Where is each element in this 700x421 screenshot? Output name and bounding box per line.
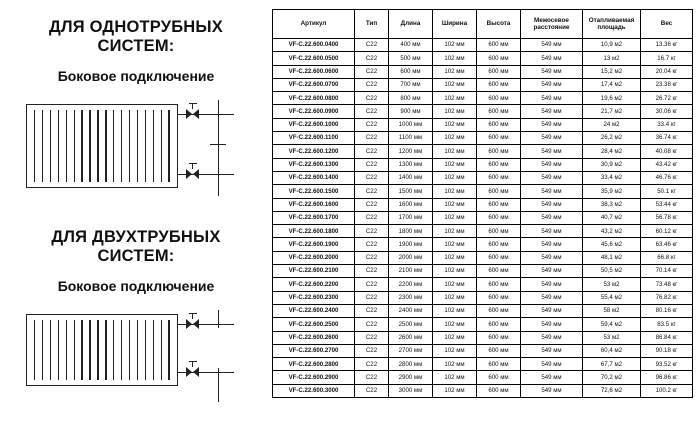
table-row bbox=[273, 105, 693, 118]
cell-article: VF-C.22.600.0400 bbox=[273, 39, 355, 52]
cell-height: 600 мм bbox=[477, 118, 521, 131]
cell-heated-area: 67,7 м2 bbox=[583, 358, 641, 371]
cell-length: 500 мм bbox=[389, 52, 433, 65]
cell-length: 2300 мм bbox=[389, 291, 433, 304]
cell-heated-area: 60,4 м2 bbox=[583, 344, 641, 357]
cell-width: 102 мм bbox=[433, 225, 477, 238]
cell-article: VF-C.22.600.1500 bbox=[273, 185, 355, 198]
table-row bbox=[273, 225, 693, 238]
cell-weight: 33.4 кг bbox=[641, 118, 693, 131]
cell-length: 2500 мм bbox=[389, 318, 433, 331]
cell-height: 600 мм bbox=[477, 158, 521, 171]
cell-width: 102 мм bbox=[433, 265, 477, 278]
cell-type: C22 bbox=[355, 318, 389, 331]
column-header-width: Ширина bbox=[433, 10, 477, 39]
cell-height: 600 мм bbox=[477, 185, 521, 198]
cell-article: VF-C.22.600.1200 bbox=[273, 145, 355, 158]
cell-type: C22 bbox=[355, 52, 389, 65]
cell-axis-distance: 549 мм bbox=[521, 145, 583, 158]
cell-axis-distance: 549 мм bbox=[521, 265, 583, 278]
table-row bbox=[273, 384, 693, 397]
table-row bbox=[273, 52, 693, 65]
cell-heated-area: 40,7 м2 bbox=[583, 211, 641, 224]
cell-length: 1400 мм bbox=[389, 171, 433, 184]
cell-height: 600 мм bbox=[477, 371, 521, 384]
cell-heated-area: 43,2 м2 bbox=[583, 225, 641, 238]
cell-article: VF-C.22.600.3000 bbox=[273, 384, 355, 397]
cell-weight: 83.5 кг bbox=[641, 318, 693, 331]
cell-type: C22 bbox=[355, 171, 389, 184]
cell-type: C22 bbox=[355, 331, 389, 344]
column-header-length: Длина bbox=[389, 10, 433, 39]
cell-heated-area: 30,9 м2 bbox=[583, 158, 641, 171]
cell-width: 102 мм bbox=[433, 304, 477, 317]
cell-type: C22 bbox=[355, 238, 389, 251]
cell-axis-distance: 549 мм bbox=[521, 291, 583, 304]
cell-length: 2700 мм bbox=[389, 344, 433, 357]
cell-weight: 86.84 кг bbox=[641, 331, 693, 344]
cell-length: 2200 мм bbox=[389, 278, 433, 291]
cell-axis-distance: 549 мм bbox=[521, 225, 583, 238]
cell-height: 600 мм bbox=[477, 52, 521, 65]
cell-weight: 76.82 кг bbox=[641, 291, 693, 304]
cell-type: C22 bbox=[355, 304, 389, 317]
table-body bbox=[273, 39, 693, 398]
column-header-axis-distance: Межосевое расстояние bbox=[521, 10, 583, 39]
cell-axis-distance: 549 мм bbox=[521, 344, 583, 357]
table-row bbox=[273, 304, 693, 317]
table-row bbox=[273, 278, 693, 291]
cell-length: 1200 мм bbox=[389, 145, 433, 158]
cell-width: 102 мм bbox=[433, 331, 477, 344]
cell-width: 102 мм bbox=[433, 92, 477, 105]
cell-article: VF-C.22.600.1600 bbox=[273, 198, 355, 211]
cell-axis-distance: 549 мм bbox=[521, 65, 583, 78]
cell-weight: 43.42 кг bbox=[641, 158, 693, 171]
table-row bbox=[273, 371, 693, 384]
cell-height: 600 мм bbox=[477, 92, 521, 105]
cell-length: 600 мм bbox=[389, 65, 433, 78]
cell-axis-distance: 549 мм bbox=[521, 171, 583, 184]
cell-heated-area: 10,9 м2 bbox=[583, 39, 641, 52]
cell-axis-distance: 549 мм bbox=[521, 331, 583, 344]
table-header bbox=[273, 10, 693, 39]
cell-height: 600 мм bbox=[477, 225, 521, 238]
cell-length: 1600 мм bbox=[389, 198, 433, 211]
cell-height: 600 мм bbox=[477, 132, 521, 145]
cell-type: C22 bbox=[355, 39, 389, 52]
table-row bbox=[273, 211, 693, 224]
cell-type: C22 bbox=[355, 132, 389, 145]
left-illustration-panel bbox=[0, 0, 268, 421]
cell-weight: 80.16 кг bbox=[641, 304, 693, 317]
cell-width: 102 мм bbox=[433, 65, 477, 78]
cell-heated-area: 55,4 м2 bbox=[583, 291, 641, 304]
cell-weight: 20.04 кг bbox=[641, 65, 693, 78]
cell-axis-distance: 549 мм bbox=[521, 198, 583, 211]
table-row bbox=[273, 145, 693, 158]
cell-heated-area: 72,6 м2 bbox=[583, 384, 641, 397]
single-pipe-heading-block bbox=[12, 18, 260, 85]
cell-type: C22 bbox=[355, 92, 389, 105]
cell-weight: 36.74 кг bbox=[641, 132, 693, 145]
cell-width: 102 мм bbox=[433, 105, 477, 118]
cell-heated-area: 59,4 м2 bbox=[583, 318, 641, 331]
cell-width: 102 мм bbox=[433, 238, 477, 251]
cell-axis-distance: 549 мм bbox=[521, 304, 583, 317]
cell-height: 600 мм bbox=[477, 278, 521, 291]
column-header-weight: Вес bbox=[641, 10, 693, 39]
cell-axis-distance: 549 мм bbox=[521, 251, 583, 264]
cell-article: VF-C.22.600.0700 bbox=[273, 78, 355, 91]
table-row bbox=[273, 318, 693, 331]
cell-article: VF-C.22.600.0900 bbox=[273, 105, 355, 118]
cell-heated-area: 53 м2 bbox=[583, 331, 641, 344]
cell-width: 102 мм bbox=[433, 158, 477, 171]
single-pipe-title: ДЛЯ ОДНОТРУБНЫХ СИСТЕМ: bbox=[49, 18, 223, 55]
cell-length: 1100 мм bbox=[389, 132, 433, 145]
supply-riser-icon bbox=[218, 310, 219, 328]
cell-height: 600 мм bbox=[477, 344, 521, 357]
cell-axis-distance: 549 мм bbox=[521, 278, 583, 291]
table-row bbox=[273, 185, 693, 198]
cell-weight: 56.78 кг bbox=[641, 211, 693, 224]
cell-axis-distance: 549 мм bbox=[521, 238, 583, 251]
radiator-fins-icon bbox=[27, 315, 177, 385]
cell-article: VF-C.22.600.2300 bbox=[273, 291, 355, 304]
cell-height: 600 мм bbox=[477, 384, 521, 397]
cell-width: 102 мм bbox=[433, 251, 477, 264]
cell-length: 1000 мм bbox=[389, 118, 433, 131]
cell-type: C22 bbox=[355, 211, 389, 224]
cell-weight: 63.46 кг bbox=[641, 238, 693, 251]
cell-width: 102 мм bbox=[433, 52, 477, 65]
cell-width: 102 мм bbox=[433, 344, 477, 357]
cell-type: C22 bbox=[355, 384, 389, 397]
cell-axis-distance: 549 мм bbox=[521, 384, 583, 397]
cell-type: C22 bbox=[355, 358, 389, 371]
cell-heated-area: 48,1 м2 bbox=[583, 251, 641, 264]
cell-weight: 96.86 кг bbox=[641, 371, 693, 384]
cell-article: VF-C.22.600.2000 bbox=[273, 251, 355, 264]
cell-type: C22 bbox=[355, 105, 389, 118]
cell-axis-distance: 549 мм bbox=[521, 39, 583, 52]
cell-type: C22 bbox=[355, 251, 389, 264]
cell-length: 2000 мм bbox=[389, 251, 433, 264]
cell-length: 3000 мм bbox=[389, 384, 433, 397]
single-pipe-subtitle: Боковое подключение bbox=[57, 68, 215, 84]
cell-type: C22 bbox=[355, 118, 389, 131]
cell-weight: 16.7 кг bbox=[641, 52, 693, 65]
specification-table bbox=[272, 9, 693, 398]
cell-height: 600 мм bbox=[477, 171, 521, 184]
cell-article: VF-C.22.600.2500 bbox=[273, 318, 355, 331]
cell-weight: 53.44 кг bbox=[641, 198, 693, 211]
cell-height: 600 мм bbox=[477, 265, 521, 278]
column-header-article: Артикул bbox=[273, 10, 355, 39]
top-valve-icon bbox=[186, 109, 199, 120]
cell-length: 2600 мм bbox=[389, 331, 433, 344]
cell-axis-distance: 549 мм bbox=[521, 185, 583, 198]
cell-axis-distance: 549 мм bbox=[521, 211, 583, 224]
cell-height: 600 мм bbox=[477, 39, 521, 52]
cell-length: 2800 мм bbox=[389, 358, 433, 371]
cell-article: VF-C.22.600.2100 bbox=[273, 265, 355, 278]
cell-type: C22 bbox=[355, 65, 389, 78]
cell-type: C22 bbox=[355, 158, 389, 171]
cell-type: C22 bbox=[355, 198, 389, 211]
specification-table-wrapper bbox=[272, 9, 692, 398]
return-riser-icon bbox=[218, 368, 219, 402]
cell-article: VF-C.22.600.1800 bbox=[273, 225, 355, 238]
cell-height: 600 мм bbox=[477, 251, 521, 264]
cell-height: 600 мм bbox=[477, 198, 521, 211]
cell-height: 600 мм bbox=[477, 78, 521, 91]
cell-heated-area: 35,9 м2 bbox=[583, 185, 641, 198]
cell-heated-area: 28,4 м2 bbox=[583, 145, 641, 158]
cell-length: 1300 мм bbox=[389, 158, 433, 171]
cell-article: VF-C.22.600.1000 bbox=[273, 118, 355, 131]
table-row bbox=[273, 358, 693, 371]
cell-width: 102 мм bbox=[433, 318, 477, 331]
cell-type: C22 bbox=[355, 344, 389, 357]
radiator-body-icon bbox=[26, 314, 178, 386]
table-row bbox=[273, 158, 693, 171]
cell-weight: 90.18 кг bbox=[641, 344, 693, 357]
cell-axis-distance: 549 мм bbox=[521, 318, 583, 331]
cell-height: 600 мм bbox=[477, 318, 521, 331]
cell-axis-distance: 549 мм bbox=[521, 118, 583, 131]
bottom-valve-icon bbox=[186, 367, 199, 378]
cell-weight: 46.76 кг bbox=[641, 171, 693, 184]
cell-type: C22 bbox=[355, 145, 389, 158]
cell-height: 600 мм bbox=[477, 145, 521, 158]
cell-heated-area: 50,5 м2 bbox=[583, 265, 641, 278]
cell-weight: 100.2 кг bbox=[641, 384, 693, 397]
bottom-valve-icon bbox=[186, 169, 199, 180]
table-row bbox=[273, 251, 693, 264]
cell-length: 2900 мм bbox=[389, 371, 433, 384]
cell-height: 600 мм bbox=[477, 291, 521, 304]
cell-article: VF-C.22.600.1100 bbox=[273, 132, 355, 145]
cell-heated-area: 70,2 м2 bbox=[583, 371, 641, 384]
cell-weight: 13.36 кг bbox=[641, 39, 693, 52]
cell-article: VF-C.22.600.1400 bbox=[273, 171, 355, 184]
cell-weight: 73.48 кг bbox=[641, 278, 693, 291]
cell-type: C22 bbox=[355, 371, 389, 384]
cell-heated-area: 58 м2 bbox=[583, 304, 641, 317]
radiator-single-pipe-diagram bbox=[14, 100, 258, 200]
cell-width: 102 мм bbox=[433, 78, 477, 91]
two-pipe-heading-block bbox=[12, 228, 260, 295]
table-row bbox=[273, 78, 693, 91]
cell-axis-distance: 549 мм bbox=[521, 52, 583, 65]
cell-height: 600 мм bbox=[477, 358, 521, 371]
cell-weight: 60.12 кг bbox=[641, 225, 693, 238]
cell-weight: 26.72 кг bbox=[641, 92, 693, 105]
cell-width: 102 мм bbox=[433, 132, 477, 145]
cell-article: VF-C.22.600.2700 bbox=[273, 344, 355, 357]
cell-article: VF-C.22.600.2900 bbox=[273, 371, 355, 384]
cell-axis-distance: 549 мм bbox=[521, 158, 583, 171]
cell-length: 800 мм bbox=[389, 92, 433, 105]
cell-length: 700 мм bbox=[389, 78, 433, 91]
cell-heated-area: 26,2 м2 bbox=[583, 132, 641, 145]
cell-article: VF-C.22.600.2800 bbox=[273, 358, 355, 371]
cell-length: 2100 мм bbox=[389, 265, 433, 278]
table-row bbox=[273, 265, 693, 278]
riser-pipe-icon bbox=[218, 100, 219, 196]
cell-axis-distance: 549 мм bbox=[521, 105, 583, 118]
two-pipe-title: ДЛЯ ДВУХТРУБНЫХ СИСТЕМ: bbox=[51, 228, 221, 265]
top-valve-icon bbox=[186, 319, 199, 330]
table-row bbox=[273, 39, 693, 52]
cell-heated-area: 17,4 м2 bbox=[583, 78, 641, 91]
table-row bbox=[273, 65, 693, 78]
cell-width: 102 мм bbox=[433, 118, 477, 131]
cell-length: 2400 мм bbox=[389, 304, 433, 317]
table-row bbox=[273, 291, 693, 304]
cell-height: 600 мм bbox=[477, 105, 521, 118]
cell-heated-area: 38,3 м2 bbox=[583, 198, 641, 211]
table-row bbox=[273, 331, 693, 344]
radiator-body-icon bbox=[26, 104, 178, 188]
table-row bbox=[273, 198, 693, 211]
cell-width: 102 мм bbox=[433, 371, 477, 384]
cell-length: 1700 мм bbox=[389, 211, 433, 224]
cell-type: C22 bbox=[355, 265, 389, 278]
cell-heated-area: 13 м2 bbox=[583, 52, 641, 65]
cell-height: 600 мм bbox=[477, 331, 521, 344]
cell-axis-distance: 549 мм bbox=[521, 78, 583, 91]
cell-width: 102 мм bbox=[433, 291, 477, 304]
table-row bbox=[273, 238, 693, 251]
cell-height: 600 мм bbox=[477, 304, 521, 317]
table-row bbox=[273, 118, 693, 131]
cell-type: C22 bbox=[355, 278, 389, 291]
cell-length: 1500 мм bbox=[389, 185, 433, 198]
two-pipe-subtitle: Боковое подключение bbox=[57, 278, 215, 294]
cell-heated-area: 45,6 м2 bbox=[583, 238, 641, 251]
cell-article: VF-C.22.600.1700 bbox=[273, 211, 355, 224]
cell-axis-distance: 549 мм bbox=[521, 132, 583, 145]
cell-width: 102 мм bbox=[433, 211, 477, 224]
radiator-fins-icon bbox=[27, 105, 177, 187]
cell-article: VF-C.22.600.2200 bbox=[273, 278, 355, 291]
radiator-two-pipe-diagram bbox=[14, 310, 258, 405]
cell-width: 102 мм bbox=[433, 185, 477, 198]
cell-height: 600 мм bbox=[477, 211, 521, 224]
cell-weight: 40.08 кг bbox=[641, 145, 693, 158]
cell-length: 1800 мм bbox=[389, 225, 433, 238]
cell-weight: 93.52 кг bbox=[641, 358, 693, 371]
cell-heated-area: 33,4 м2 bbox=[583, 171, 641, 184]
cell-height: 600 мм bbox=[477, 65, 521, 78]
cell-heated-area: 15,2 м2 bbox=[583, 65, 641, 78]
cell-heated-area: 21,7 м2 bbox=[583, 105, 641, 118]
cell-axis-distance: 549 мм bbox=[521, 358, 583, 371]
cell-type: C22 bbox=[355, 225, 389, 238]
cell-type: C22 bbox=[355, 185, 389, 198]
table-row bbox=[273, 132, 693, 145]
cell-article: VF-C.22.600.0600 bbox=[273, 65, 355, 78]
cell-width: 102 мм bbox=[433, 39, 477, 52]
cell-article: VF-C.22.600.1900 bbox=[273, 238, 355, 251]
cell-width: 102 мм bbox=[433, 171, 477, 184]
cell-length: 400 мм bbox=[389, 39, 433, 52]
cell-axis-distance: 549 мм bbox=[521, 371, 583, 384]
cell-article: VF-C.22.600.1300 bbox=[273, 158, 355, 171]
cell-weight: 23.38 кг bbox=[641, 78, 693, 91]
table-row bbox=[273, 92, 693, 105]
cell-height: 600 мм bbox=[477, 238, 521, 251]
cell-width: 102 мм bbox=[433, 278, 477, 291]
table-header-row bbox=[273, 10, 693, 39]
bypass-pipe-icon bbox=[210, 144, 226, 145]
table-row bbox=[273, 344, 693, 357]
cell-width: 102 мм bbox=[433, 198, 477, 211]
cell-length: 1900 мм bbox=[389, 238, 433, 251]
cell-axis-distance: 549 мм bbox=[521, 92, 583, 105]
cell-type: C22 bbox=[355, 78, 389, 91]
cell-heated-area: 53 м2 bbox=[583, 278, 641, 291]
cell-weight: 30.06 кг bbox=[641, 105, 693, 118]
cell-article: VF-C.22.600.2600 bbox=[273, 331, 355, 344]
table-row bbox=[273, 171, 693, 184]
cell-article: VF-C.22.600.0500 bbox=[273, 52, 355, 65]
column-header-height: Высота bbox=[477, 10, 521, 39]
cell-heated-area: 24 м2 bbox=[583, 118, 641, 131]
cell-width: 102 мм bbox=[433, 145, 477, 158]
cell-heated-area: 19,6 м2 bbox=[583, 92, 641, 105]
cell-weight: 50.1 кг bbox=[641, 185, 693, 198]
cell-weight: 66.8 кг bbox=[641, 251, 693, 264]
cell-length: 900 мм bbox=[389, 105, 433, 118]
cell-weight: 70.14 кг bbox=[641, 265, 693, 278]
cell-type: C22 bbox=[355, 291, 389, 304]
cell-width: 102 мм bbox=[433, 384, 477, 397]
column-header-heated-area: Отапливаемая площадь bbox=[583, 10, 641, 39]
cell-width: 102 мм bbox=[433, 358, 477, 371]
cell-article: VF-C.22.600.0800 bbox=[273, 92, 355, 105]
column-header-type: Тип bbox=[355, 10, 389, 39]
cell-article: VF-C.22.600.2400 bbox=[273, 304, 355, 317]
